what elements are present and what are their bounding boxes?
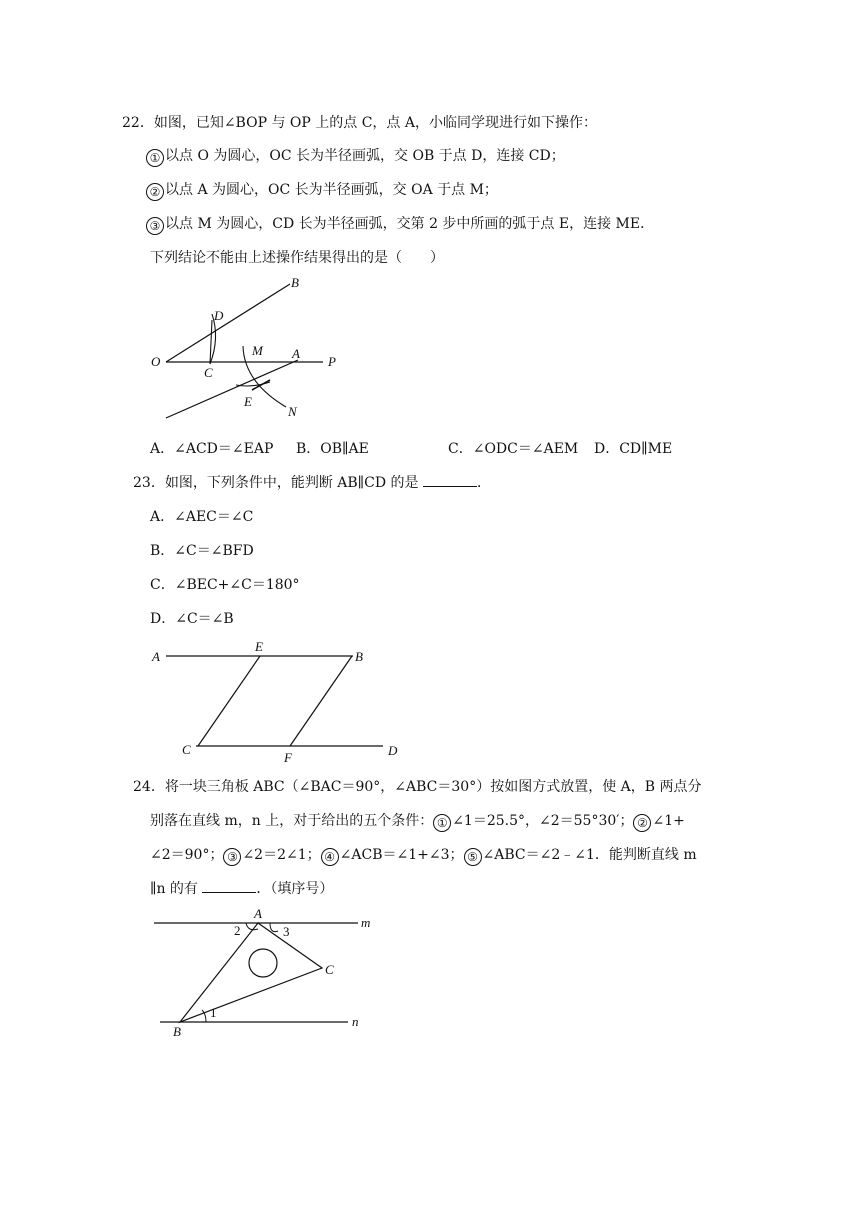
label-D: D (214, 308, 224, 323)
q22-option-d: D．CD∥ME (594, 441, 673, 457)
q22-step-3 (146, 214, 654, 235)
q24-figure (150, 904, 386, 1040)
label-m: m (361, 915, 371, 930)
q24-answer-blank[interactable] (202, 892, 256, 893)
q22-question: 下列结论不能由上述操作结果得出的是（ ） (150, 250, 444, 266)
condition-3: ∠2＝2∠1； (242, 847, 321, 863)
angle-label-1: 1 (210, 1005, 217, 1020)
angle-label-3: 3 (283, 924, 290, 939)
q23-stem-text: 23．如图，下列条件中，能判断 AB∥CD 的是 (133, 475, 419, 491)
q22-figure (148, 272, 348, 424)
q23-stem (133, 473, 491, 493)
q24-line-4-text: ∥n 的有 (150, 881, 198, 897)
label-O: O (151, 354, 161, 369)
condition-2-start: ∠1+ (652, 813, 685, 829)
label-B: B (355, 649, 363, 664)
condition-mark-5: ⑤ (464, 848, 482, 866)
condition-1: ∠1＝25.5°，∠2＝55°30′； (452, 813, 634, 829)
q22-stem: 22．如图，已知∠BOP 与 OP 上的点 C，点 A，小临同学现进行如下操作： (122, 115, 597, 131)
condition-mark-4: ④ (321, 848, 339, 866)
q24-line-4-end: ．（填序号） (256, 881, 334, 897)
q22-step-2-text: 以点 A 为圆心，OC 长为半径画弧，交 OA 于点 M； (165, 182, 498, 198)
q22-step-2 (146, 180, 498, 201)
step-mark-3: ③ (146, 217, 164, 235)
q23-answer-blank[interactable] (423, 486, 477, 487)
q24-line-1: 24．将一块三角板 ABC（∠BAC＝90°，∠ABC＝30°）按如图方式放置，使 A，B 两点分 (133, 779, 702, 795)
label-C: C (204, 365, 213, 380)
q23-option-d: D．∠C＝∠B (150, 611, 234, 627)
label-A: A (254, 906, 262, 921)
q23-option-a: A．∠AEC＝∠C (150, 509, 254, 525)
q23-stem-end: ． (476, 475, 491, 491)
q23-option-b: B．∠C＝∠BFD (150, 543, 254, 559)
label-M: M (252, 343, 263, 358)
label-E: E (244, 394, 252, 409)
label-F: F (284, 750, 292, 762)
q22-option-c: C．∠ODC＝∠AEM (448, 441, 579, 457)
q23-figure (148, 636, 410, 762)
q22-option-a: A．∠ACD＝∠EAP (150, 441, 274, 457)
label-P: P (328, 354, 336, 369)
step-mark-2: ② (146, 183, 164, 201)
q22-step-1 (146, 146, 565, 167)
condition-2-end: ∠2＝90°； (150, 847, 224, 863)
label-N: N (288, 404, 297, 419)
label-B: B (173, 1024, 181, 1039)
q22-step-1-text: 以点 O 为圆心，OC 长为半径画弧，交 OB 于点 D，连接 CD； (165, 148, 565, 164)
label-A: A (152, 649, 160, 664)
label-D: D (388, 743, 398, 758)
label-E: E (255, 639, 263, 654)
q23-option-c: C．∠BEC+∠C＝180° (150, 577, 300, 593)
label-n: n (352, 1014, 359, 1029)
q22-option-b: B．OB∥AE (296, 441, 369, 457)
label-C: C (182, 742, 191, 757)
q24-line-4 (150, 879, 333, 899)
condition-mark-3: ③ (223, 848, 241, 866)
step-mark-1: ① (146, 149, 164, 167)
label-A: A (292, 346, 300, 361)
q24-line-2 (150, 811, 685, 832)
label-C: C (325, 962, 334, 977)
condition-5: ∠ABC＝∠2﹣∠1．能判断直线 m (482, 847, 697, 863)
condition-mark-2: ② (633, 814, 651, 832)
q24-line-2-text: 别落在直线 m，n 上，对于给出的五个条件： (150, 813, 434, 829)
angle-label-2: 2 (234, 923, 241, 938)
label-B: B (291, 275, 299, 290)
q22-step-3-text: 以点 M 为圆心，CD 长为半径画弧，交第 2 步中所画的弧于点 E，连接 ME． (165, 216, 655, 232)
condition-4: ∠ACB＝∠1+∠3； (339, 847, 464, 863)
condition-mark-1: ① (433, 814, 451, 832)
q24-line-3 (150, 845, 697, 866)
